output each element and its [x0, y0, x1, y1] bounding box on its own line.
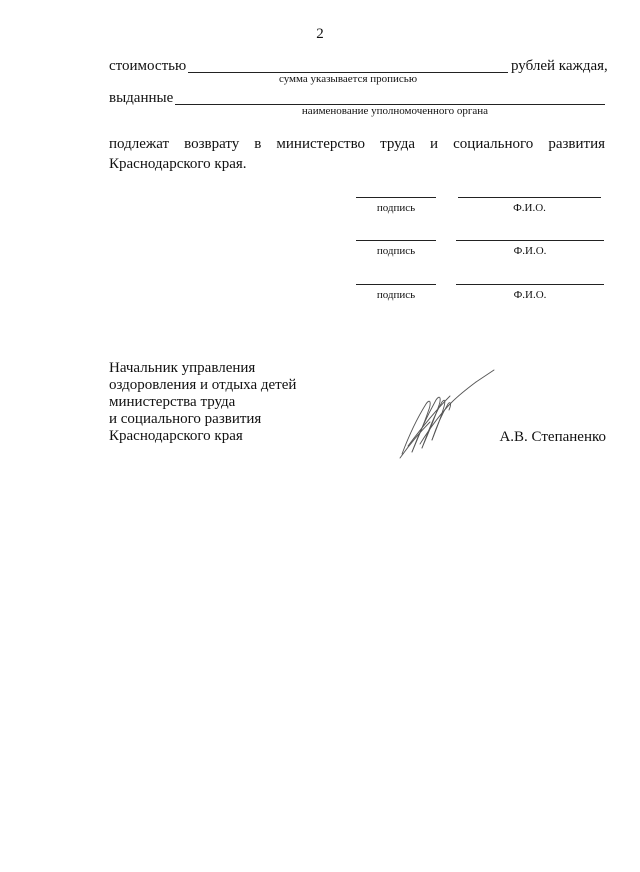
signatory-title-line: министерства труда: [109, 394, 236, 410]
signature-line: [356, 284, 436, 285]
signatory-title-line: Начальник управления: [109, 360, 256, 376]
signature-line: [356, 240, 436, 241]
signatory-title-line: и социального развития: [109, 411, 262, 427]
return-paragraph: подлежат возврату в министерство труда и социального развития Краснодарского края.: [109, 136, 605, 172]
signature-label: подпись: [376, 289, 416, 301]
fio-label: Ф.И.О.: [513, 289, 547, 301]
fio-line: [458, 197, 601, 198]
signature-label: подпись: [376, 245, 416, 257]
fio-label: Ф.И.О.: [513, 202, 546, 214]
page-number: 2: [316, 26, 324, 42]
fio-label: Ф.И.О.: [513, 245, 547, 257]
signatory-title: [109, 360, 296, 445]
issued-hint: наименование уполномоченного органа: [301, 105, 489, 117]
signature-label: подпись: [376, 202, 416, 214]
cost-label: стоимостью: [109, 58, 187, 74]
signature-line: [356, 197, 436, 198]
cost-hint: сумма указывается прописью: [278, 73, 418, 85]
signatory-title-line: Краснодарского края: [109, 428, 243, 444]
fio-line: [456, 240, 604, 241]
fio-line: [456, 284, 604, 285]
issued-label: выданные: [109, 90, 174, 106]
handwritten-signature-icon: [390, 368, 510, 460]
cost-suffix: рублей каждая,: [511, 58, 608, 74]
signatory-name: А.В. Степаненко: [499, 429, 606, 445]
signatory-title-line: оздоровления и отдыха детей: [109, 377, 297, 393]
